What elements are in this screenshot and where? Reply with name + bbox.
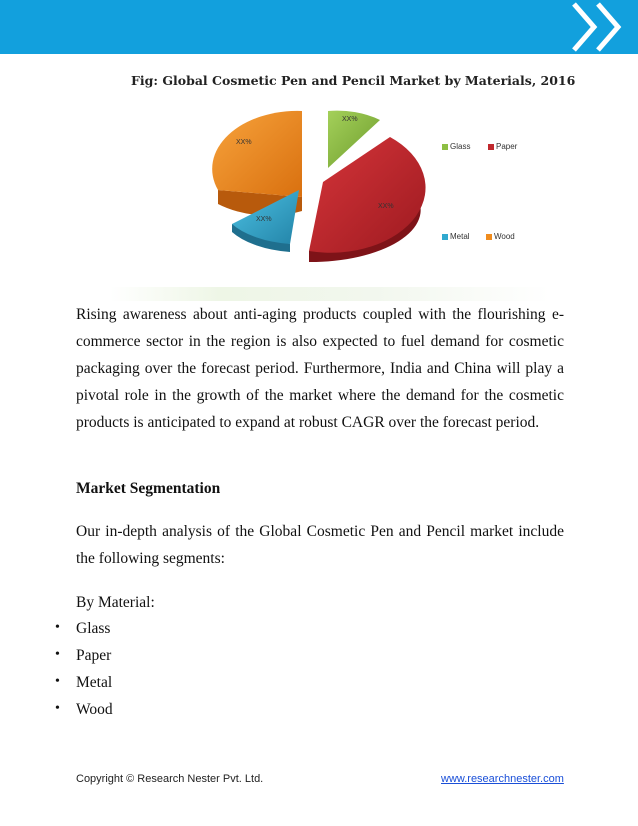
- legend-label-glass: Glass: [450, 142, 471, 151]
- legend-label-wood: Wood: [494, 232, 515, 241]
- list-item-text: Wood: [76, 701, 113, 718]
- slice-label-glass: XX%: [342, 116, 358, 123]
- slice-label-wood: XX%: [236, 139, 252, 146]
- paragraph-1: Rising awareness about anti-aging products coupled with the flourishing e-commerce sector in the region is also expected to fuel demand for cosmetic packaging over the forecast period. Furthermore, India and China will play a pivotal role in the growth of the market where the demand for the cosmetic products is anticipated to expand at robust CAGR over the forecast period.: [76, 306, 564, 431]
- legend-swatch-wood: [486, 234, 492, 240]
- list-label: By Material:: [76, 594, 155, 611]
- legend-swatch-glass: [442, 144, 448, 150]
- legend-swatch-paper: [488, 144, 494, 150]
- slice-label-paper: XX%: [378, 203, 394, 210]
- footer-copyright: Copyright © Research Nester Pvt. Ltd.: [76, 773, 264, 785]
- legend-item-paper: [488, 142, 517, 151]
- footer-link[interactable]: www.researchnester.com: [441, 773, 564, 785]
- section-heading: Market Segmentation: [76, 480, 221, 497]
- figure-title: Fig: Global Cosmetic Pen and Pencil Market by Materials, 2016: [131, 73, 576, 88]
- legend-label-metal: Metal: [450, 232, 470, 241]
- bullet-icon: •: [55, 701, 60, 716]
- pie-chart: [200, 100, 540, 280]
- decorative-strip: [110, 287, 550, 301]
- double-chevron-right-icon: [562, 0, 632, 54]
- pie-chart-svg: [200, 100, 540, 280]
- list-item-text: Paper: [76, 647, 112, 664]
- legend-item-metal: [442, 232, 470, 241]
- slice-label-metal: XX%: [256, 216, 272, 223]
- legend-item-wood: [486, 232, 515, 241]
- header-banner: [0, 0, 638, 54]
- paragraph-2: Our in-depth analysis of the Global Cosmetic Pen and Pencil market include the following segments:: [76, 523, 564, 567]
- bullet-icon: •: [55, 620, 60, 635]
- legend-swatch-metal: [442, 234, 448, 240]
- pie-slice-paper: [309, 137, 426, 262]
- legend-label-paper: Paper: [496, 142, 518, 151]
- bullet-icon: •: [55, 647, 60, 662]
- legend-item-glass: [442, 142, 470, 151]
- list-item-text: Metal: [76, 674, 113, 691]
- list-item-text: Glass: [76, 620, 111, 637]
- bullet-icon: •: [55, 674, 60, 689]
